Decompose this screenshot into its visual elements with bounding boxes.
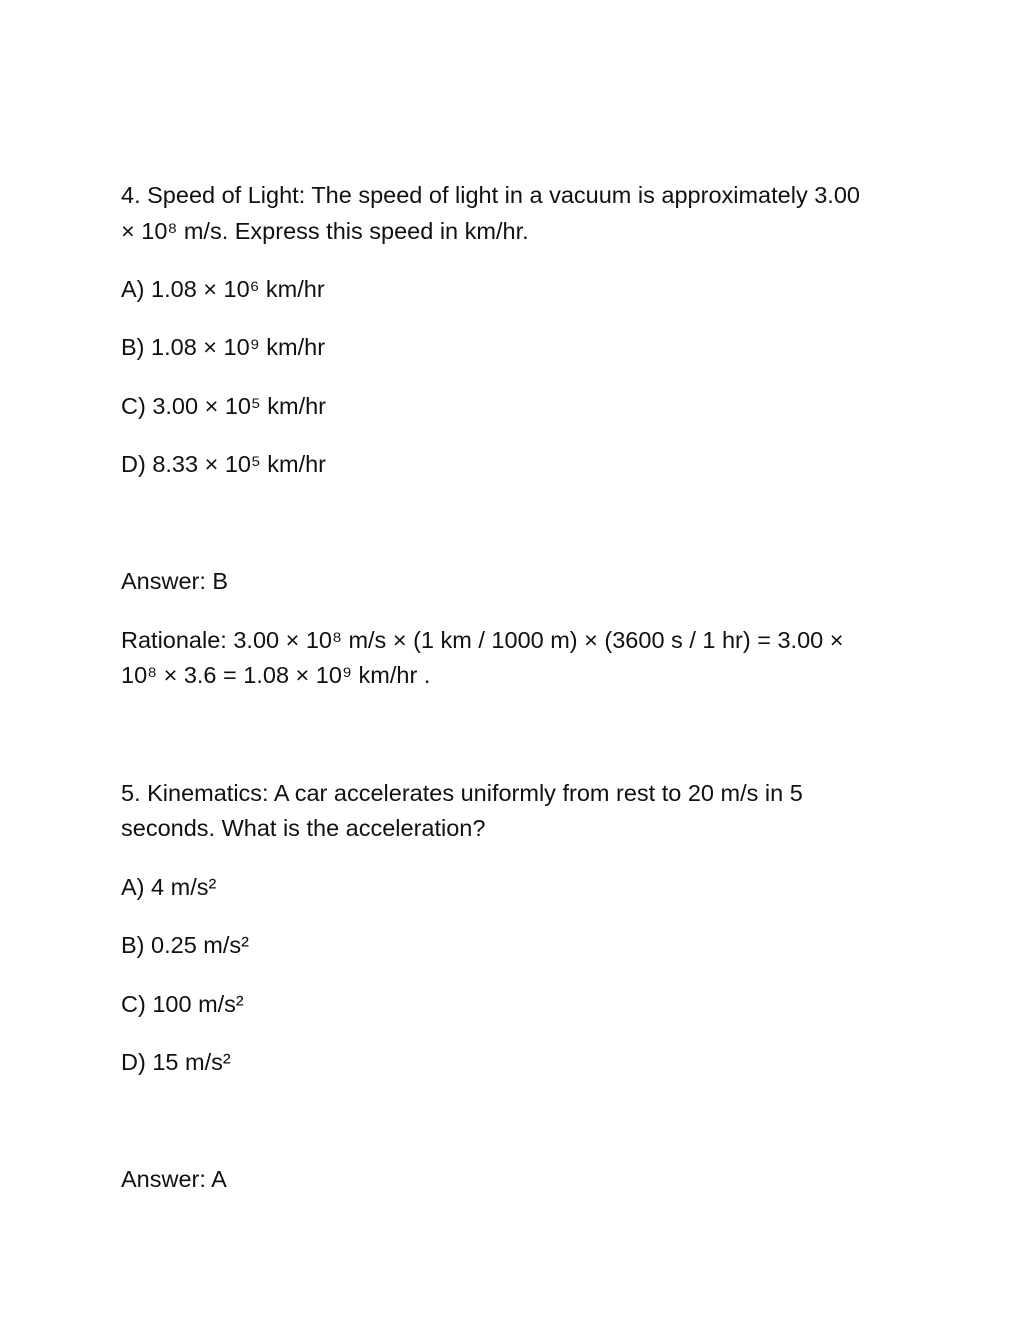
question-5-stem-line-2: seconds. What is the acceleration? [121, 815, 486, 841]
question-4-option-b: B) 1.08 × 10⁹ km/hr [121, 334, 326, 360]
question-5-option-d: D) 15 m/s² [121, 1049, 231, 1075]
question-4-option-d: D) 8.33 × 10⁵ km/hr [121, 451, 327, 477]
question-5-stem-line-1: 5. Kinematics: A car accelerates uniformly from rest to 20 m/s in 5 [121, 780, 803, 806]
question-4-rationale-line-2: 10⁸ × 3.6 = 1.08 × 10⁹ km/hr . [121, 662, 431, 688]
question-4-stem-line-1: 4. Speed of Light: The speed of light in a vacuum is approximately 3.00 [121, 182, 860, 208]
question-4-option-c: C) 3.00 × 10⁵ km/hr [121, 393, 327, 419]
question-4-option-a: A) 1.08 × 10⁶ km/hr [121, 276, 325, 302]
question-5-option-b: B) 0.25 m/s² [121, 932, 249, 958]
question-4-stem-line-2: × 10⁸ m/s. Express this speed in km/hr. [121, 218, 529, 244]
question-5-answer: Answer: A [121, 1166, 227, 1192]
question-4-answer: Answer: B [121, 568, 229, 594]
question-5-option-c: C) 100 m/s² [121, 991, 244, 1017]
question-5-option-a: A) 4 m/s² [121, 874, 217, 900]
question-4-rationale-line-1: Rationale: 3.00 × 10⁸ m/s × (1 km / 1000 m) × (3600 s / 1 hr) = 3.00 × [121, 627, 844, 653]
